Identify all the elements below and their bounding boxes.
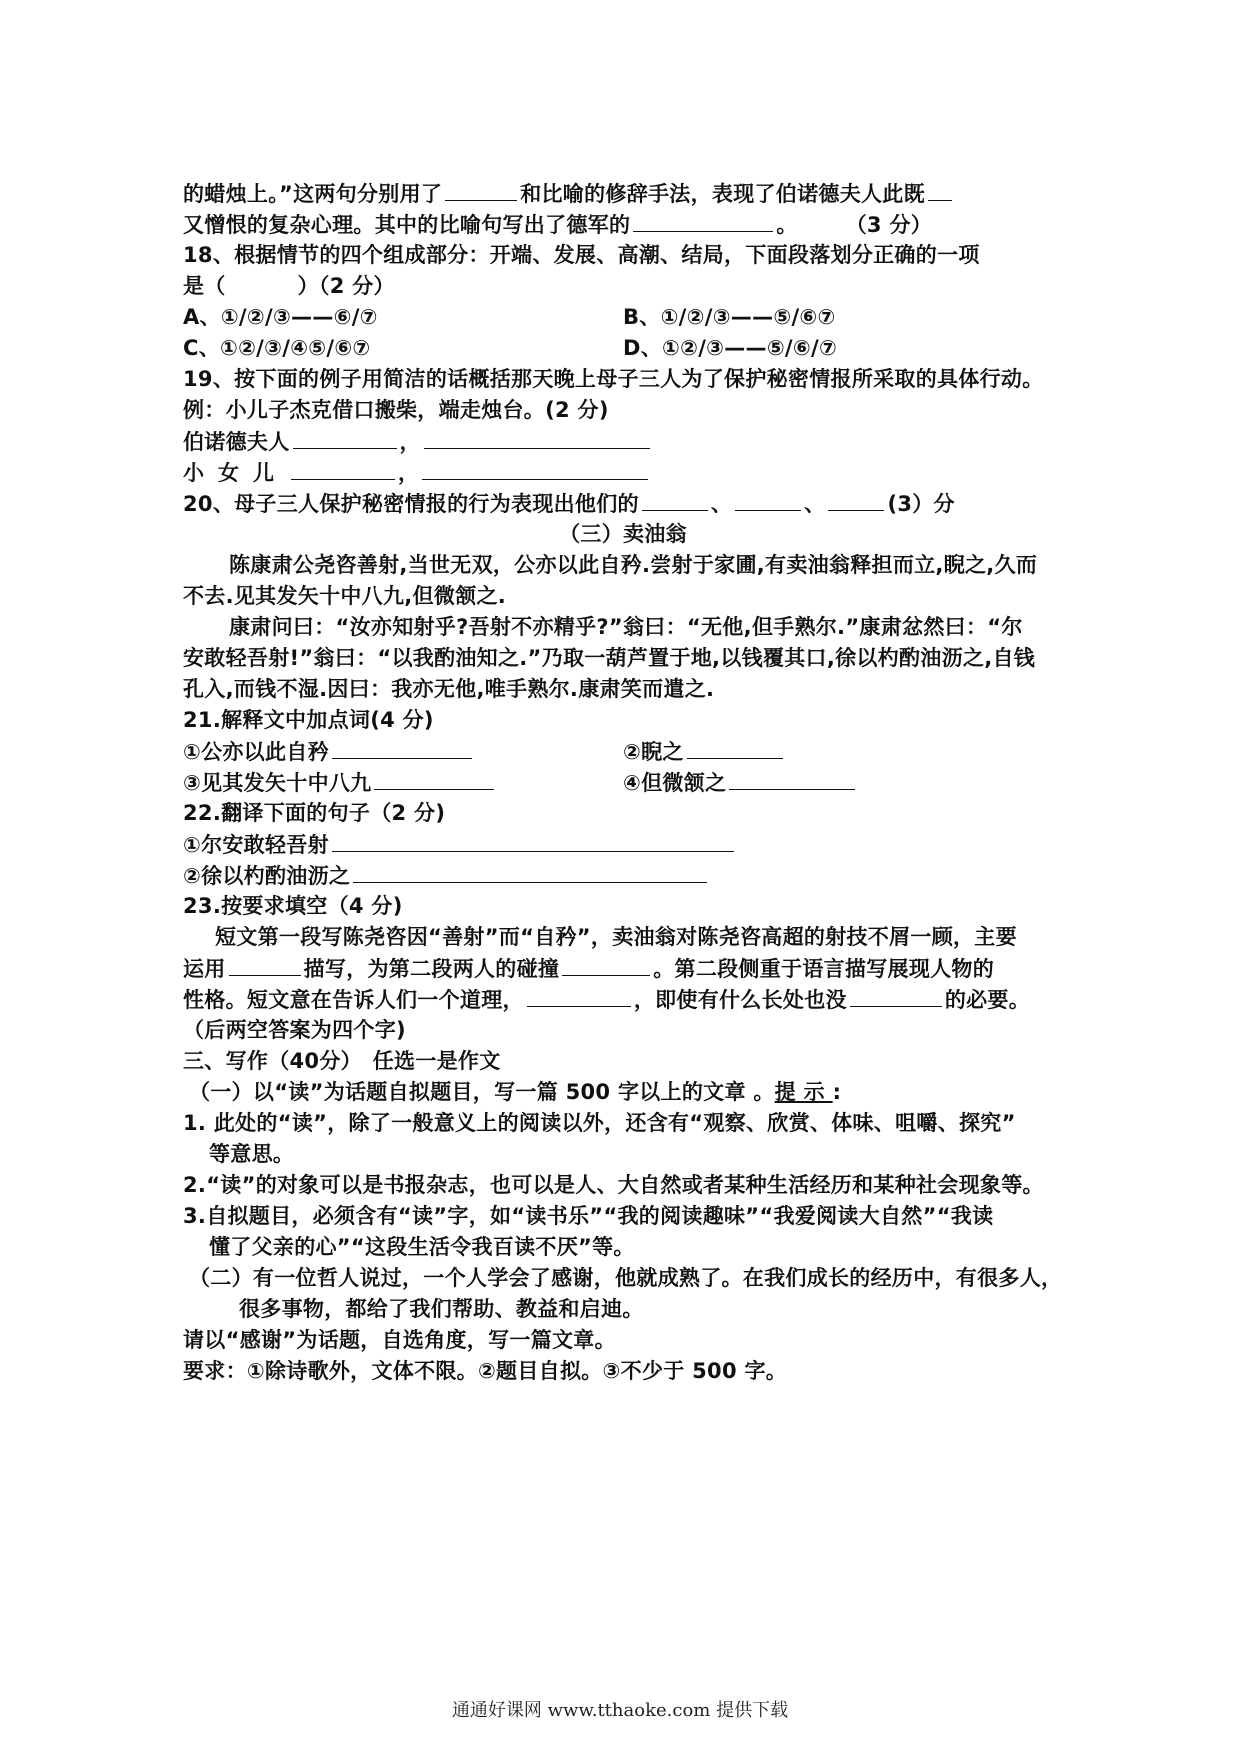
writing-note-3b: 懂了父亲的心”“这段生活令我百读不厌”等。 — [209, 1235, 635, 1259]
footer-source: 通通好课网 www.tthaoke.com 提供下载 — [451, 1700, 789, 1721]
answer-blank[interactable] — [729, 767, 855, 790]
text: 小女儿 — [183, 461, 288, 485]
text: ①公亦以此自矜 — [183, 740, 329, 764]
exam-page — [183, 178, 1063, 1387]
q20 — [183, 488, 1063, 519]
q22-item-2 — [183, 860, 1063, 891]
answer-blank[interactable] — [445, 178, 517, 201]
text: ④但微颔之 — [623, 771, 727, 795]
text: 、 — [804, 492, 826, 516]
answer-blank[interactable] — [642, 488, 708, 511]
q19-stem: 19、按下面的例子用简洁的话概括那天晚上母子三人为了保护秘密情报所采取的具体行动。 — [183, 367, 1044, 391]
text: ）（2 分） — [297, 274, 395, 298]
answer-blank[interactable] — [562, 953, 650, 976]
text: ， — [398, 461, 420, 485]
text: 是（ — [183, 274, 226, 298]
text: （一）以“读”为话题自拟题目，写一篇 500 字以上的文章 。 — [189, 1080, 775, 1104]
q18-stem: 18、根据情节的四个组成部分：开端、发展、高潮、结局，下面段落划分正确的一项 — [183, 243, 980, 267]
q18-options-cd — [183, 333, 1063, 364]
writing-requirements: 要求：①除诗歌外，文体不限。②题目自拟。③不少于 500 字。 — [183, 1359, 788, 1383]
answer-blank[interactable] — [332, 736, 472, 759]
answer-blank[interactable] — [229, 953, 301, 976]
answer-blank[interactable] — [374, 767, 494, 790]
answer-blank[interactable] — [422, 457, 648, 480]
text: 又憎恨的复杂心理。其中的比喻句写出了德军的 — [183, 213, 631, 237]
q23-note: （后两空答案为四个字) — [183, 1018, 406, 1042]
text: : — [832, 1080, 842, 1104]
q23-line-3 — [183, 984, 1063, 1015]
answer-blank[interactable] — [424, 426, 650, 449]
text: ③见其发矢十中八九 — [183, 771, 372, 795]
text: 伯诺德夫人 — [183, 430, 290, 454]
q18-stem-2 — [183, 271, 1063, 302]
section-title: （三）卖油翁 — [559, 522, 687, 546]
passage-p1-a: 陈康肃公尧咨善射,当世无双，公亦以此自矜.尝射于家圃,有卖油翁释担而立,睨之,久而 — [229, 553, 1038, 577]
writing-note-1b: 等意思。 — [209, 1142, 295, 1166]
passage-p2-a: 康肃问曰：“汝亦知射乎?吾射不亦精乎?”翁曰：“无他,但手熟尔.”康肃忿然曰：“尔 — [229, 615, 1023, 639]
answer-blank[interactable] — [633, 209, 773, 232]
option-b[interactable]: B、①/②/③——⑤/⑥⑦ — [623, 305, 836, 329]
text: ①尔安敢轻吾射 — [183, 833, 329, 857]
writing-option-1 — [183, 1077, 1063, 1108]
text: 运用 — [183, 957, 226, 981]
writing-note-3a: 3.自拟题目，必须含有“读”字，如“读书乐”“我的阅读趣味”“我爱阅读大自然”“我读 — [183, 1204, 994, 1228]
q21-row-1 — [183, 736, 1063, 767]
q19-example: 例：小儿子杰克借口搬柴，端走烛台。(2 分) — [183, 398, 609, 422]
text: 20、母子三人保护秘密情报的行为表现出他们的 — [183, 492, 639, 516]
answer-blank[interactable] — [332, 829, 734, 852]
text: 性格。短文意在告诉人们一个道理， — [183, 988, 524, 1012]
option-c[interactable]: C、①②/③/④⑤/⑥⑦ — [183, 336, 371, 360]
text: 。第二段侧重于语言描写展现人物的 — [653, 957, 995, 981]
writing-option-2b: 很多事物，都给了我们帮助、教益和启迪。 — [239, 1297, 644, 1321]
answer-blank[interactable] — [850, 984, 942, 1007]
q23-line-2 — [183, 953, 1063, 984]
text: (3）分 — [887, 492, 955, 516]
line-2 — [183, 209, 1063, 240]
writing-note-2: 2.“读”的对象可以是书报杂志，也可以是人、大自然或者某种生活经历和某种社会现象等。 — [183, 1173, 1044, 1197]
answer-blank[interactable] — [291, 457, 395, 480]
q23-line-1: 短文第一段写陈尧咨因“善射”而“自矜”，卖油翁对陈尧咨高超的射技不屑一顾，主要 — [215, 925, 1017, 949]
text: 。 — [776, 213, 798, 237]
writing-topic: 请以“感谢”为话题，自选角度，写一篇文章。 — [183, 1328, 616, 1352]
answer-blank[interactable] — [293, 426, 397, 449]
hint-label: 提示 — [774, 1080, 833, 1104]
q18-options-ab — [183, 302, 1063, 333]
writing-option-2a: （二）有一位哲人说过，一个人学会了感谢，他就成熟了。在我们成长的经历中，有很多人， — [189, 1266, 1063, 1290]
writing-note-1a: 1. 此处的“读”，除了一般意义上的阅读以外，还含有“观察、欣赏、体味、咀嚼、探究” — [183, 1111, 1016, 1135]
q22-stem: 22.翻译下面的句子（2 分) — [183, 801, 446, 825]
text: ，即使有什么长处也没 — [633, 988, 847, 1012]
q21-row-2 — [183, 767, 1063, 798]
answer-blank[interactable] — [687, 736, 783, 759]
text: 和比喻的修辞手法，表现了伯诺德夫人此既 — [520, 182, 925, 206]
option-a[interactable]: A、①/②/③——⑥/⑦ — [183, 305, 378, 329]
text: ， — [399, 430, 421, 454]
text: ②睨之 — [623, 740, 684, 764]
option-d[interactable]: D、①②/③——⑤/⑥/⑦ — [623, 336, 838, 360]
q19-daughter — [183, 457, 1063, 488]
q21-stem: 21.解释文中加点词(4 分) — [183, 708, 434, 732]
q19-mother — [183, 426, 1063, 457]
passage-p2-c: 孔入,而钱不湿.因曰：我亦无他,唯手熟尔.康肃笑而遣之. — [183, 677, 715, 701]
passage-p2-b: 安敢轻吾射!”翁曰：“以我酌油知之.”乃取一葫芦置于地,以钱覆其口,徐以杓酌油沥之,自钱 — [183, 646, 1036, 670]
q22-item-1 — [183, 829, 1063, 860]
q23-stem: 23.按要求填空（4 分) — [183, 894, 403, 918]
passage-p1-b: 不去.见其发矢十中八九,但微颔之. — [183, 584, 507, 608]
answer-blank[interactable] — [527, 984, 631, 1007]
text: 、 — [710, 492, 733, 516]
line-1 — [183, 178, 1063, 209]
writing-title: 三、写作（40分） 任选一是作文 — [183, 1049, 501, 1073]
score: （3 分） — [845, 213, 933, 237]
answer-blank[interactable] — [735, 488, 801, 511]
text: 的必要。 — [944, 988, 1031, 1012]
answer-blank[interactable] — [928, 178, 952, 201]
text: 的蜡烛上。”这两句分别用了 — [183, 182, 443, 206]
text: ②徐以杓酌油沥之 — [183, 864, 351, 888]
answer-blank[interactable] — [828, 488, 884, 511]
answer-blank[interactable] — [353, 860, 707, 883]
text: 描写，为第二段两人的碰撞 — [303, 957, 560, 981]
